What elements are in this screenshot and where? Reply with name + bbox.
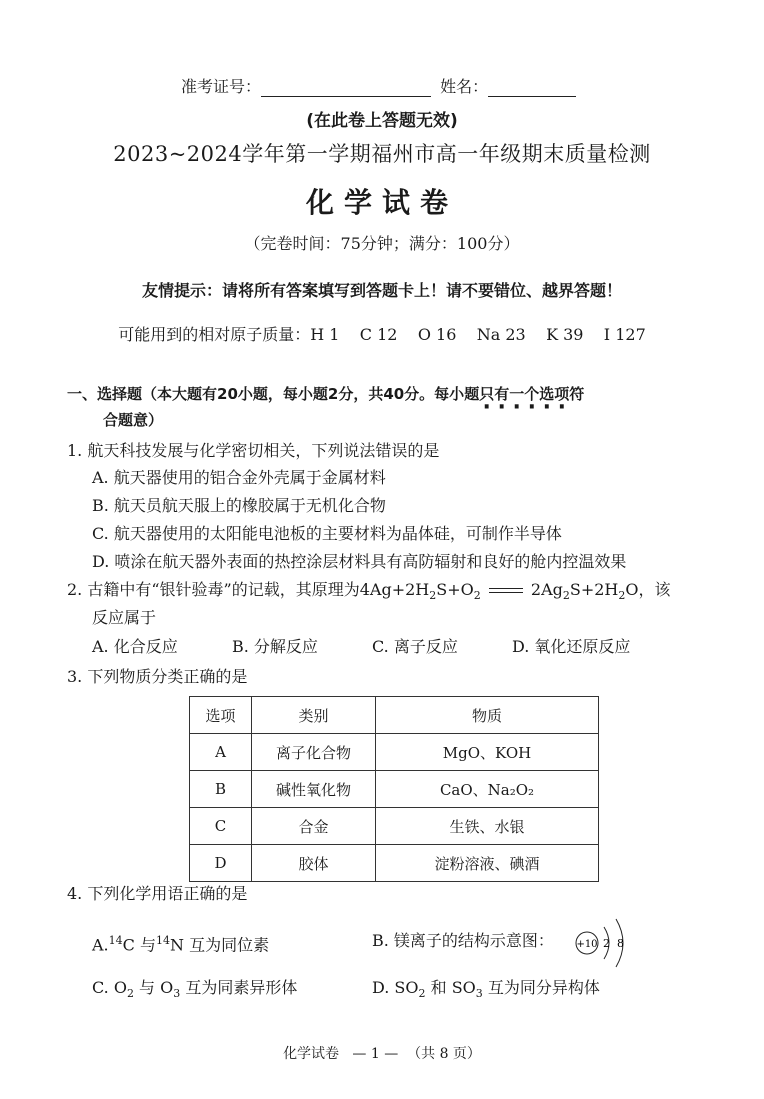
classification-table: [189, 696, 599, 882]
table-cell: B: [190, 771, 252, 808]
q2-option-c: C. 离子反应: [372, 637, 458, 656]
q2-stem-tail: ，该: [638, 580, 671, 599]
q2-stem: [67, 579, 671, 607]
exam-info-line: [181, 74, 576, 97]
table-header-cell: 物质: [376, 697, 599, 734]
q1-option-b: B. 航天员航天服上的橡胶属于无机化合物: [92, 496, 386, 515]
q1-option-a: A. 航天器使用的铝合金外壳属于金属材料: [92, 468, 386, 487]
q2-option-b: B. 分解反应: [232, 637, 318, 656]
q1-option-c: C. 航天器使用的太阳能电池板的主要材料为晶体硅，可制作半导体: [92, 524, 562, 543]
table-cell: 碱性氧化物: [252, 771, 376, 808]
emphasis-char: 只: [479, 385, 495, 403]
exam-title: 2023~2024学年第一学期福州市高一年级期末质量检测: [113, 142, 651, 166]
q2-equation: $4Ag+2H_2S+O_2$ $2Ag_2S+2H_2O$: [359, 580, 639, 603]
q2-option-d: D. 氧化还原反应: [512, 637, 631, 656]
q2-option-a: A. 化合反应: [92, 637, 178, 656]
table-cell: 胶体: [252, 845, 376, 882]
subject-title: 化学试卷: [305, 186, 458, 219]
table-row: [190, 734, 599, 771]
section-heading-tail: 符: [569, 385, 585, 403]
q4-option-a-text: N 互为同位素: [169, 935, 270, 955]
q4-option-d: D. $SO_2$ 和 $SO_3$ 互为同分异构体: [372, 978, 600, 1001]
table-cell: D: [190, 845, 252, 882]
q4-stem: 4. 下列化学用语正确的是: [67, 884, 248, 903]
atomic-mass-line: 可能用到的相对原子质量：H 1 C 12 O 16 Na 23 K 39 I 127: [118, 325, 646, 344]
table-cell: A: [190, 734, 252, 771]
table-cell: C: [190, 808, 252, 845]
exam-number-blank: [261, 78, 431, 97]
q4-option-c: C. $O_2$ 与 $O_3$ 互为同素异形体: [92, 978, 298, 1001]
q4-option-d-text: 互为同分异构体: [487, 978, 600, 997]
emphasis-char: 个: [524, 385, 540, 403]
table-header-cell: 选项: [190, 697, 252, 734]
table-cell: 淀粉溶液、碘酒: [376, 845, 599, 882]
q2-stem-text: 2. 古籍中有“银针验毒”的记载，其原理为: [67, 580, 360, 599]
emphasis-char: 有: [494, 385, 510, 403]
table-row: [190, 771, 599, 808]
section-heading: [67, 383, 584, 405]
table-header-row: [190, 697, 599, 734]
table-cell: 生铁、水银: [376, 808, 599, 845]
q1-option-d: D. 喷涂在航天器外表面的热控涂层材料具有高防辐射和良好的舱内控温效果: [92, 552, 627, 571]
table-row: [190, 808, 599, 845]
q2-stem-line2: 反应属于: [92, 608, 157, 627]
q3-stem: 3. 下列物质分类正确的是: [67, 667, 248, 686]
table-row: [190, 845, 599, 882]
table-header-cell: 类别: [252, 697, 376, 734]
emphasis-char: 项: [554, 385, 570, 403]
table-cell: 离子化合物: [252, 734, 376, 771]
invalid-note: (在此卷上答题无效): [306, 111, 458, 131]
shell-electron-count: 8: [617, 937, 624, 950]
q4-option-a: A.$^{14}$C 与$^{14}$N 互为同位素: [92, 934, 270, 955]
q4-option-b: B. 镁离子的结构示意图：: [372, 931, 554, 950]
shell-electron-count: 2: [603, 937, 610, 950]
time-score-note: （完卷时间：75分钟；满分：100分）: [244, 234, 520, 253]
friendly-tip: 友情提示：请将所有答案填写到答题卡上！请不要错位、越界答题！: [141, 281, 622, 300]
section-heading-text: 一、选择题（本大题有20小题，每小题2分，共40分。每小题: [67, 385, 480, 403]
q1-stem: 1. 航天科技发展与化学密切相关，下列说法错误的是: [67, 441, 440, 460]
emphasis-char: 一: [509, 385, 525, 403]
nucleus-charge: +10: [576, 939, 598, 950]
table-cell: 合金: [252, 808, 376, 845]
table-cell: CaO、Na₂O₂: [376, 771, 599, 808]
name-label: 姓名：: [440, 77, 489, 96]
name-blank: [488, 78, 576, 97]
page-footer: 化学试卷 — 1 — （共 8 页）: [283, 1046, 481, 1062]
emphasis-char: 选: [539, 385, 555, 403]
q4-option-c-text: 互为同素异形体: [185, 978, 298, 997]
exam-number-label: 准考证号：: [181, 77, 262, 96]
section-heading-line2: 合题意）: [103, 411, 164, 429]
magnesium-ion-diagram: [574, 915, 634, 971]
table-cell: MgO、KOH: [376, 734, 599, 771]
